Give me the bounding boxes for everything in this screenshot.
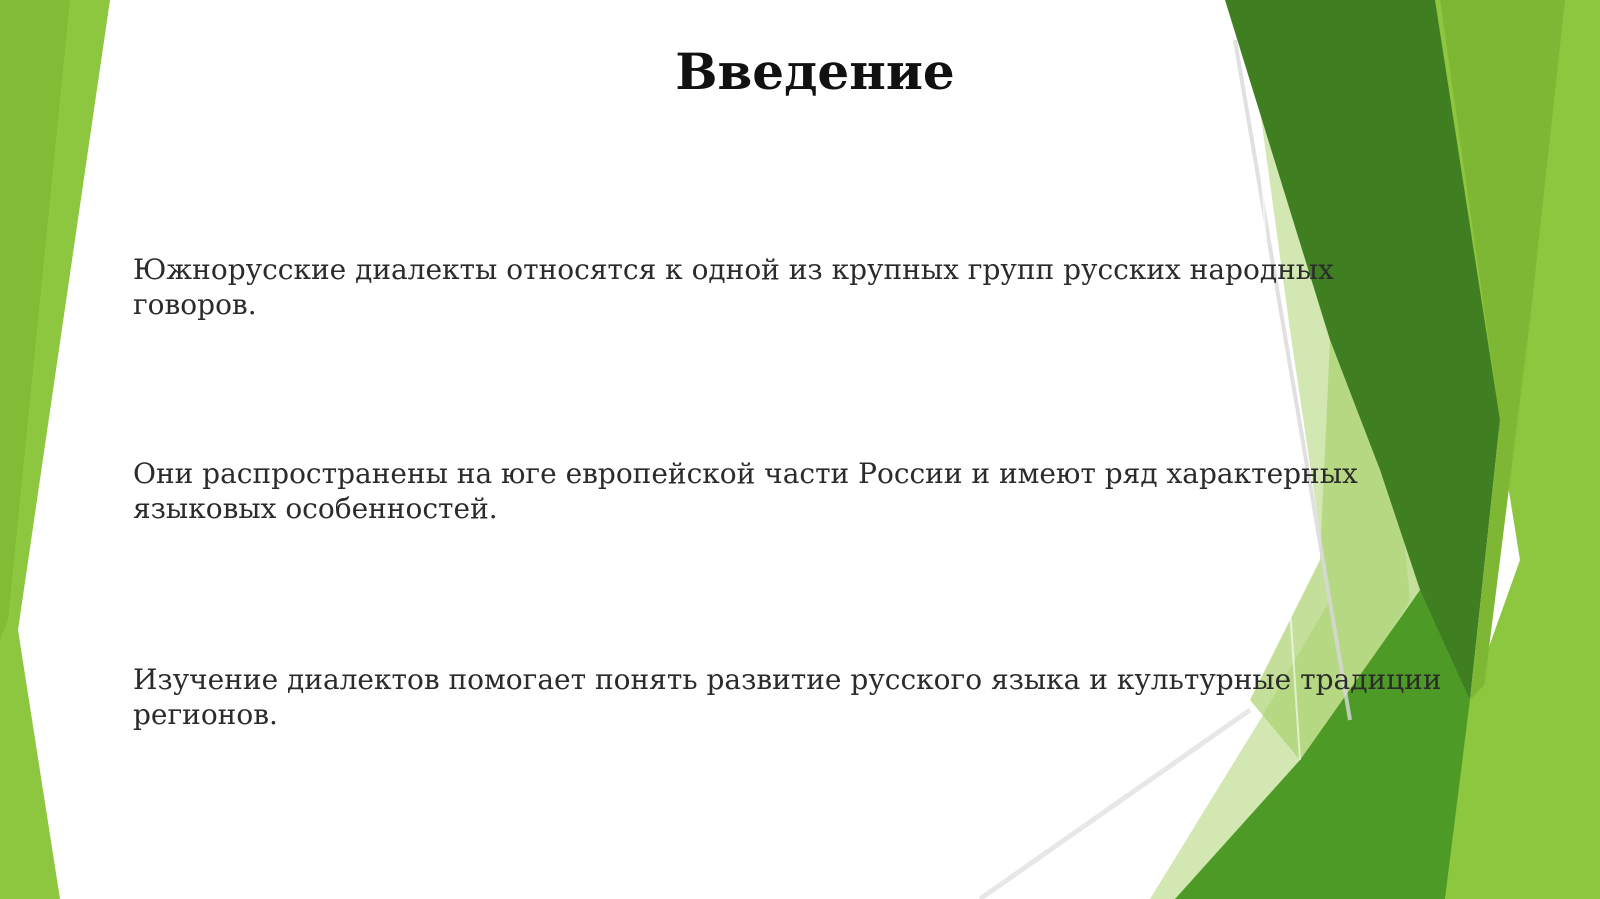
paragraph-2 (133, 456, 1358, 526)
paragraph-1-line-1: Южнорусские диалекты относятся к одной из крупных групп русских народных (133, 253, 1334, 286)
paragraph-1 (133, 252, 1334, 322)
paragraph-3 (133, 662, 1441, 732)
paragraph-3-line-1: Изучение диалектов помогает понять развитие русского языка и культурные традиции (133, 663, 1442, 696)
paragraph-1-line-2: говоров. (133, 288, 257, 321)
paragraph-2-line-2: языковых особенностей. (133, 492, 498, 525)
paragraph-2-line-1: Они распространены на юге европейской части России и имеют ряд характерных (133, 457, 1358, 490)
paragraph-3-line-2: регионов. (133, 698, 278, 731)
slide-title: Введение (675, 42, 955, 101)
